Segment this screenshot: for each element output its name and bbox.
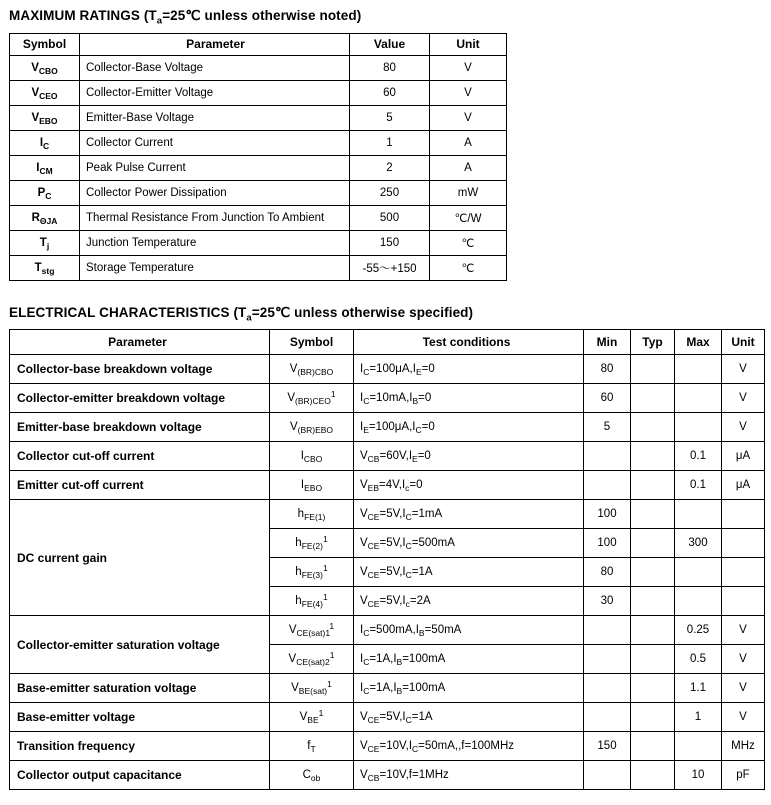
cell-value: 80	[350, 55, 430, 80]
symbol-subscript: (BR)EBO	[297, 425, 334, 436]
cell-typ	[631, 471, 675, 500]
symbol-subscript: (BR)CEO	[295, 396, 331, 407]
cell-symbol	[270, 413, 354, 442]
cell-min	[584, 616, 631, 645]
cell-min	[584, 645, 631, 674]
cell-parameter: Junction Temperature	[80, 230, 350, 255]
cell-value: 1	[350, 130, 430, 155]
symbol-base: f	[307, 740, 311, 753]
cell-parameter: Transition frequency	[10, 732, 270, 761]
cell-value: 60	[350, 80, 430, 105]
symbol-subscript: T	[310, 744, 316, 755]
cell-typ	[631, 355, 675, 384]
table-header-row	[10, 330, 765, 355]
cell-min: 60	[584, 384, 631, 413]
cell-symbol	[10, 205, 80, 230]
symbol-subscript: EBO	[304, 483, 323, 494]
cell-parameter: Base-emitter voltage	[10, 703, 270, 732]
table-header-row	[10, 33, 507, 55]
cell-unit: MHz	[722, 732, 765, 761]
cell-symbol	[270, 384, 354, 413]
symbol-subscript: FE(1)	[304, 512, 326, 523]
symbol-base: I	[300, 479, 305, 492]
column-header-unit: Unit	[722, 330, 765, 355]
cell-symbol	[270, 558, 354, 587]
table-row	[10, 355, 765, 384]
column-header-symbol: Symbol	[10, 33, 80, 55]
symbol-subscript: BE	[307, 715, 319, 726]
table-row	[10, 500, 765, 529]
symbol-subscript: CBO	[38, 65, 58, 76]
cell-max: 0.5	[675, 645, 722, 674]
cell-parameter: Collector output capacitance	[10, 761, 270, 790]
cell-parameter: Collector Power Dissipation	[80, 180, 350, 205]
cell-min	[584, 761, 631, 790]
cell-symbol	[270, 471, 354, 500]
cell-test-condition: $I_C=100\mu A,I_E=0$	[354, 355, 584, 384]
symbol-base: V	[299, 711, 308, 724]
section-spacer	[8, 281, 763, 303]
cell-unit: μA	[722, 442, 765, 471]
cell-max	[675, 384, 722, 413]
cell-test-condition: $V_{EB}=4V,I_c=0$	[354, 471, 584, 500]
table-row	[10, 80, 507, 105]
cell-max: 0.1	[675, 442, 722, 471]
cell-parameter: Collector-emitter breakdown voltage	[10, 384, 270, 413]
electrical-title-rest: =25℃ unless otherwise specified)	[251, 304, 474, 320]
column-header-unit: Unit	[430, 33, 507, 55]
cell-parameter: Collector Current	[80, 130, 350, 155]
cell-typ	[631, 645, 675, 674]
cell-value: -55～+150	[350, 255, 430, 280]
symbol-base: C	[302, 769, 311, 782]
max-ratings-title-sub: a	[156, 15, 163, 27]
cell-unit: mW	[430, 180, 507, 205]
cell-unit	[722, 558, 765, 587]
table-row	[10, 205, 507, 230]
cell-symbol	[270, 703, 354, 732]
symbol-base: R	[31, 211, 40, 224]
table-row	[10, 703, 765, 732]
symbol-subscript: stg	[41, 265, 55, 276]
table-row	[10, 674, 765, 703]
cell-min: 5	[584, 413, 631, 442]
cell-typ	[631, 732, 675, 761]
cell-test-condition: $I_C=1A,I_B=100mA$	[354, 674, 584, 703]
table-row	[10, 471, 765, 500]
cell-min: 100	[584, 500, 631, 529]
cell-test-condition: $V_{CE}=10V,I_C=50mA,,f=100MHz$	[354, 732, 584, 761]
cell-max: 300	[675, 529, 722, 558]
column-header-symbol: Symbol	[270, 330, 354, 355]
symbol-subscript: CBO	[303, 454, 323, 465]
cell-symbol	[10, 105, 80, 130]
cell-min: 100	[584, 529, 631, 558]
cell-symbol	[270, 674, 354, 703]
cell-value: 5	[350, 105, 430, 130]
symbol-subscript: (BR)CBO	[297, 367, 334, 378]
symbol-subscript: C	[45, 190, 52, 201]
cell-parameter: Storage Temperature	[80, 255, 350, 280]
cell-max: 0.25	[675, 616, 722, 645]
cell-symbol	[270, 732, 354, 761]
symbol-base: h	[295, 537, 302, 550]
cell-test-condition: $V_{CE}=5V,I_c=2A$	[354, 587, 584, 616]
symbol-base: V	[287, 392, 296, 405]
cell-unit: V	[722, 703, 765, 732]
cell-value: 2	[350, 155, 430, 180]
cell-parameter: Emitter-Base Voltage	[80, 105, 350, 130]
cell-typ	[631, 703, 675, 732]
cell-parameter: Emitter cut-off current	[10, 471, 270, 500]
symbol-subscript: FE(4)	[301, 599, 323, 610]
cell-min: 80	[584, 558, 631, 587]
cell-max: 1.1	[675, 674, 722, 703]
cell-value: 500	[350, 205, 430, 230]
cell-parameter: Peak Pulse Current	[80, 155, 350, 180]
cell-unit	[722, 529, 765, 558]
symbol-base: h	[295, 566, 302, 579]
symbol-subscript: C	[43, 140, 50, 151]
cell-max	[675, 413, 722, 442]
column-header-test-conditions: Test conditions	[354, 330, 584, 355]
cell-test-condition: $I_E=100\mu A,I_C=0$	[354, 413, 584, 442]
cell-parameter: Base-emitter saturation voltage	[10, 674, 270, 703]
cell-unit: V	[722, 616, 765, 645]
symbol-base: V	[31, 61, 39, 74]
cell-unit: ℃	[430, 255, 507, 280]
symbol-note: 1	[322, 563, 328, 574]
table-row	[10, 384, 765, 413]
table-row	[10, 255, 507, 280]
cell-symbol	[270, 645, 354, 674]
symbol-subscript: BE(sat)	[298, 686, 328, 697]
symbol-base: I	[39, 136, 44, 149]
cell-unit: V	[430, 55, 507, 80]
symbol-subscript: CE(sat)2	[296, 657, 330, 668]
cell-test-condition: $V_{CB}=10V,f=1MHz$	[354, 761, 584, 790]
cell-min: 30	[584, 587, 631, 616]
table-row	[10, 155, 507, 180]
cell-test-condition: $V_{CB}=60V,I_E=0$	[354, 442, 584, 471]
symbol-subscript: ΘJA	[39, 215, 58, 226]
symbol-base: V	[291, 682, 299, 695]
symbol-subscript: j	[46, 240, 50, 251]
column-header-typ: Typ	[631, 330, 675, 355]
symbol-base: V	[288, 624, 297, 637]
cell-max: 10	[675, 761, 722, 790]
table-row	[10, 230, 507, 255]
cell-symbol	[270, 587, 354, 616]
symbol-subscript: CM	[39, 165, 53, 176]
cell-typ	[631, 384, 675, 413]
cell-parameter: Collector cut-off current	[10, 442, 270, 471]
cell-max	[675, 500, 722, 529]
cell-typ	[631, 500, 675, 529]
symbol-base: V	[289, 421, 298, 434]
table-row	[10, 105, 507, 130]
cell-typ	[631, 413, 675, 442]
table-row	[10, 761, 765, 790]
cell-test-condition: $V_{CE}=5V,I_C=1A$	[354, 558, 584, 587]
table-row	[10, 130, 507, 155]
cell-unit: V	[430, 80, 507, 105]
symbol-base: I	[36, 161, 40, 174]
cell-max	[675, 732, 722, 761]
cell-symbol	[270, 355, 354, 384]
table-row	[10, 732, 765, 761]
symbol-note: 1	[322, 592, 328, 603]
electrical-title-sub: a	[246, 312, 252, 324]
cell-symbol	[10, 255, 80, 280]
cell-parameter: Collector-base breakdown voltage	[10, 355, 270, 384]
cell-parameter: Collector-emitter saturation voltage	[10, 616, 270, 674]
column-header-parameter: Parameter	[80, 33, 350, 55]
cell-min: 80	[584, 355, 631, 384]
cell-unit: V	[722, 355, 765, 384]
cell-min	[584, 703, 631, 732]
cell-max	[675, 587, 722, 616]
symbol-subscript: CE(sat)1	[296, 628, 330, 639]
symbol-subscript: FE(3)	[301, 570, 323, 581]
cell-unit: V	[722, 645, 765, 674]
symbol-base: h	[297, 508, 305, 521]
cell-max: 0.1	[675, 471, 722, 500]
cell-parameter: Collector-Emitter Voltage	[80, 80, 350, 105]
cell-unit: pF	[722, 761, 765, 790]
cell-unit: μA	[722, 471, 765, 500]
table-row	[10, 616, 765, 645]
symbol-note: 1	[327, 679, 332, 690]
symbol-note: 1	[330, 389, 336, 400]
cell-symbol	[10, 230, 80, 255]
cell-parameter: Thermal Resistance From Junction To Ambient	[80, 205, 350, 230]
table-row	[10, 55, 507, 80]
column-header-min: Min	[584, 330, 631, 355]
cell-test-condition: $V_{CE}=5V,I_C=1mA$	[354, 500, 584, 529]
cell-unit: A	[430, 130, 507, 155]
cell-test-condition: $I_C=10mA,I_B=0$	[354, 384, 584, 413]
symbol-base: T	[39, 236, 47, 249]
cell-unit	[722, 500, 765, 529]
cell-symbol	[10, 180, 80, 205]
cell-max: 1	[675, 703, 722, 732]
table-row	[10, 180, 507, 205]
max-ratings-title	[9, 8, 763, 27]
symbol-base: P	[37, 186, 46, 199]
max-ratings-title-main: MAXIMUM RATINGS (T	[9, 8, 157, 23]
cell-max	[675, 558, 722, 587]
electrical-title-main: ELECTRICAL CHARACTERISTICS (T	[9, 304, 247, 320]
cell-test-condition: $V_{CE}=5V,I_C=1A$	[354, 703, 584, 732]
cell-parameter: DC current gain	[10, 500, 270, 616]
symbol-base: V	[31, 111, 40, 124]
cell-min	[584, 471, 631, 500]
maximum-ratings-table	[9, 33, 507, 281]
cell-symbol	[10, 130, 80, 155]
cell-typ	[631, 761, 675, 790]
column-header-max: Max	[675, 330, 722, 355]
cell-symbol	[270, 529, 354, 558]
cell-typ	[631, 674, 675, 703]
cell-typ	[631, 442, 675, 471]
cell-typ	[631, 587, 675, 616]
symbol-subscript: CEO	[39, 90, 58, 101]
max-ratings-title-rest: =25℃ unless otherwise noted)	[162, 8, 362, 23]
cell-typ	[631, 558, 675, 587]
symbol-base: V	[31, 86, 40, 99]
cell-symbol	[10, 155, 80, 180]
cell-unit: ℃	[430, 230, 507, 255]
symbol-subscript: ob	[310, 773, 321, 784]
symbol-base: T	[34, 261, 42, 274]
symbol-base: I	[300, 450, 304, 463]
cell-symbol	[270, 616, 354, 645]
cell-symbol	[270, 442, 354, 471]
symbol-base: V	[289, 363, 298, 376]
cell-unit: V	[722, 384, 765, 413]
cell-test-condition: $I_C=500mA,I_B=50mA$	[354, 616, 584, 645]
cell-unit: V	[722, 674, 765, 703]
symbol-base: V	[288, 653, 297, 666]
cell-min	[584, 674, 631, 703]
cell-max	[675, 355, 722, 384]
cell-parameter: Emitter-base breakdown voltage	[10, 413, 270, 442]
cell-unit: V	[722, 413, 765, 442]
cell-symbol	[270, 761, 354, 790]
cell-typ	[631, 529, 675, 558]
cell-unit: V	[430, 105, 507, 130]
cell-min	[584, 442, 631, 471]
table-row	[10, 442, 765, 471]
symbol-note: 1	[329, 650, 335, 661]
symbol-note: 1	[322, 534, 328, 545]
cell-unit: A	[430, 155, 507, 180]
cell-test-condition: $V_{CE}=5V,I_C=500mA$	[354, 529, 584, 558]
table-row	[10, 413, 765, 442]
symbol-base: h	[295, 595, 302, 608]
cell-value: 250	[350, 180, 430, 205]
cell-unit: ℃/W	[430, 205, 507, 230]
cell-symbol	[10, 55, 80, 80]
electrical-title	[9, 305, 763, 324]
symbol-note: 1	[329, 621, 335, 632]
cell-parameter: Collector-Base Voltage	[80, 55, 350, 80]
cell-value: 150	[350, 230, 430, 255]
symbol-subscript: FE(2)	[301, 541, 323, 552]
symbol-note: 1	[318, 708, 324, 719]
cell-test-condition: $I_C=1A,I_B=100mA$	[354, 645, 584, 674]
cell-symbol	[10, 80, 80, 105]
cell-min: 150	[584, 732, 631, 761]
cell-unit	[722, 587, 765, 616]
column-header-value: Value	[350, 33, 430, 55]
column-header-parameter: Parameter	[10, 330, 270, 355]
electrical-characteristics-table	[9, 329, 765, 790]
cell-symbol	[270, 500, 354, 529]
cell-typ	[631, 616, 675, 645]
symbol-subscript: EBO	[39, 115, 58, 126]
